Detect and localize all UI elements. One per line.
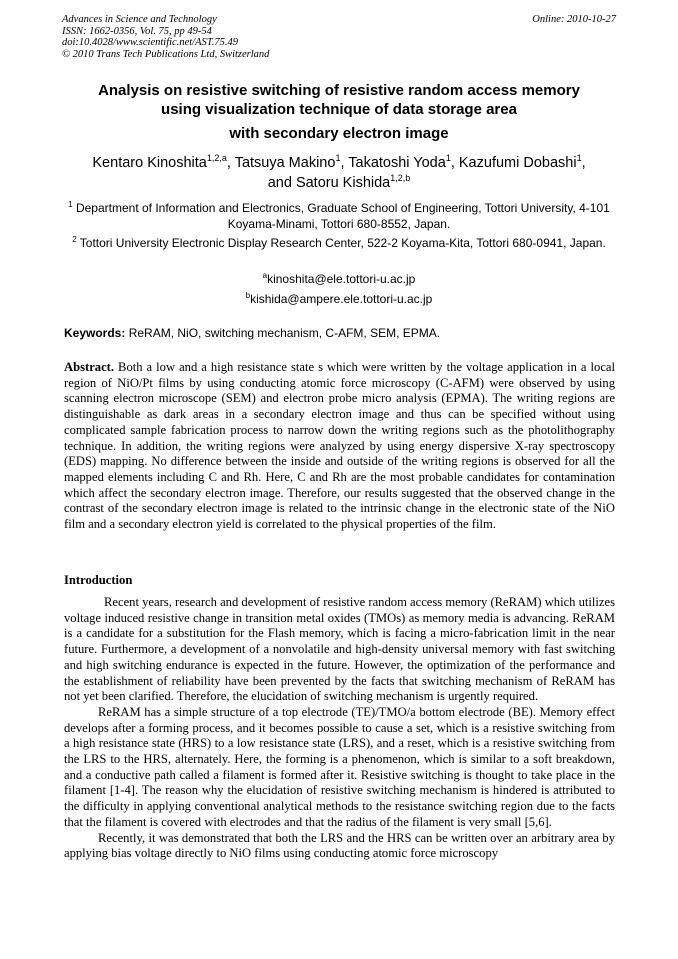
- online-date: Online: 2010-10-27: [532, 14, 616, 25]
- affiliation-number: 2: [72, 235, 77, 244]
- author-affil-mark: 1,2,a: [206, 153, 227, 163]
- abstract-text: Both a low and a high resistance state s which were written by the voltage application in a local region of NiO/Pt films by using conducting atomic force microscopy (C-AFM) were observed by using scanning electron microscope (SEM) and electron probe micro analysis (EPMA). The writing regions are distinguishable as dark areas in a secondary electron image and thus can be specified without using complicated sample fabrication process to narrow down the writing regions such as the photolithography technique. In addition, the writing regions were analyzed by using energy dispersive X-ray spectroscopy (EDS) mapping. No difference between the inside and outside of the writing regions is observed for all the mapped elements including C and Rh. Here, C and Rh are the most probable candidates for contamination which affect the secondary electron image. Therefore, our results suggested that the observed change in the contrast of the secondary electron image is related to the intrinsic change in the electronic state of the NiO film and a secondary electron yield is correlated to the physical properties of the film.: [64, 360, 615, 532]
- paragraph: Recent years, research and development of resistive random access memory (ReRAM) which utilizes voltage induced resistive change in transition metal oxides (TMOs) as memory media is advancing. ReRAM is a candidate for a substitution for the Flash memory, which is facing a micro-fabrication limit in the near future. Furthermore, a development of a nonvolatile and high-density universal memory with fast switching and high switching endurance is expected in the future. However, the optimization of the performance and the establishment of reliability have been prevented by the facts that switching mechanism of ReRAM has not yet been clarified. Therefore, the elucidation of switching mechanism is urgently required.: [64, 595, 615, 704]
- email-address[interactable]: kinoshita@ele.tottori-u.ac.jp: [267, 272, 416, 286]
- journal-header: [62, 14, 616, 60]
- paper-title: [40, 81, 638, 143]
- author-conjunction: and: [267, 175, 292, 191]
- copyright: © 2010 Trans Tech Publications Ltd, Switzerland: [62, 48, 270, 60]
- author-name: Satoru Kishida: [295, 175, 391, 191]
- introduction-body: [64, 595, 615, 862]
- affiliation-1: [50, 201, 628, 232]
- author-name: Kazufumi Dobashi: [458, 155, 577, 171]
- author-name: Kentaro Kinoshita: [92, 155, 207, 171]
- author-affil-mark: 1: [335, 153, 341, 163]
- email-a: [50, 272, 628, 287]
- introduction-heading: Introduction: [64, 573, 133, 587]
- doi: doi:10.4028/www.scientific.net/AST.75.49: [62, 37, 239, 48]
- title-line-2: using visualization technique of data storage area: [161, 101, 517, 118]
- issn: ISSN: 1662-0356, Vol. 75, pp 49-54: [62, 25, 212, 37]
- affiliation-2: [50, 236, 628, 252]
- author-affil-mark: 1,2,b: [390, 173, 411, 183]
- email-address[interactable]: kishida@ampere.ele.tottori-u.ac.jp: [250, 292, 433, 306]
- author-affil-mark: 1: [576, 153, 582, 163]
- abstract: [64, 360, 615, 533]
- keywords-label: Keywords:: [64, 326, 126, 340]
- keywords-text: ReRAM, NiO, switching mechanism, C-AFM, SEM, EPMA.: [128, 326, 441, 340]
- affiliation-number: 1: [68, 200, 73, 209]
- email-mark: a: [262, 271, 268, 280]
- author-name: Takatoshi Yoda: [348, 155, 446, 171]
- abstract-label: Abstract.: [64, 360, 115, 374]
- email-b: [50, 292, 628, 307]
- paragraph: Recently, it was demonstrated that both the LRS and the HRS can be written over an arbitrary area by applying bias voltage directly to NiO films using conducting atomic force microscopy: [64, 830, 615, 861]
- affiliation-text: Department of Information and Electronics, Graduate School of Engineering, Tottori University, 4-101 Koyama-Minami, Tottori 680-8552, Japan.: [75, 201, 610, 231]
- email-mark: b: [245, 291, 251, 300]
- title-line-1: Analysis on resistive switching of resistive random access memory: [98, 82, 580, 99]
- author-name: Tatsuya Makino: [234, 155, 336, 171]
- affiliation-text: Tottori University Electronic Display Research Center, 522-2 Koyama-Kita, Tottori 680-0941, Japan.: [79, 236, 606, 250]
- keywords: [64, 326, 624, 341]
- author-affil-mark: 1: [445, 153, 451, 163]
- journal-name: Advances in Science and Technology: [62, 14, 217, 25]
- author-list: Kentaro Kinoshita$^{1,2,a}$, Tatsuya Makino$^1$, Takatoshi Yoda$^1$, Kazufumi Dobashi$^1$, and Satoru Kishida$^{1,2,b}$: [92, 153, 586, 191]
- paragraph: ReRAM has a simple structure of a top electrode (TE)/TMO/a bottom electrode (BE). Memory effect develops after a forming process, and it becomes possible to cause a set, which is a resistive switching from a high resistance state (HRS) to a low resistance state (LRS), and a reset, which is a resistive switching from the LRS to the HRS, alternately. Here, the forming is a phenomenon, which is similar to a soft breakdown, and a conductive path called a filament is formed after it. Resistive switching is thought to take place in the filament [1-4]. The reason why the elucidation of resistive switching mechanism is hindered is attributed to the difficulty in applying conventional analytical methods to the resistance switching region due to the facts that the filament is covered with electrodes and that the radius of the filament is very small [5,6].: [64, 704, 615, 829]
- title-line-3: with secondary electron image: [229, 125, 449, 142]
